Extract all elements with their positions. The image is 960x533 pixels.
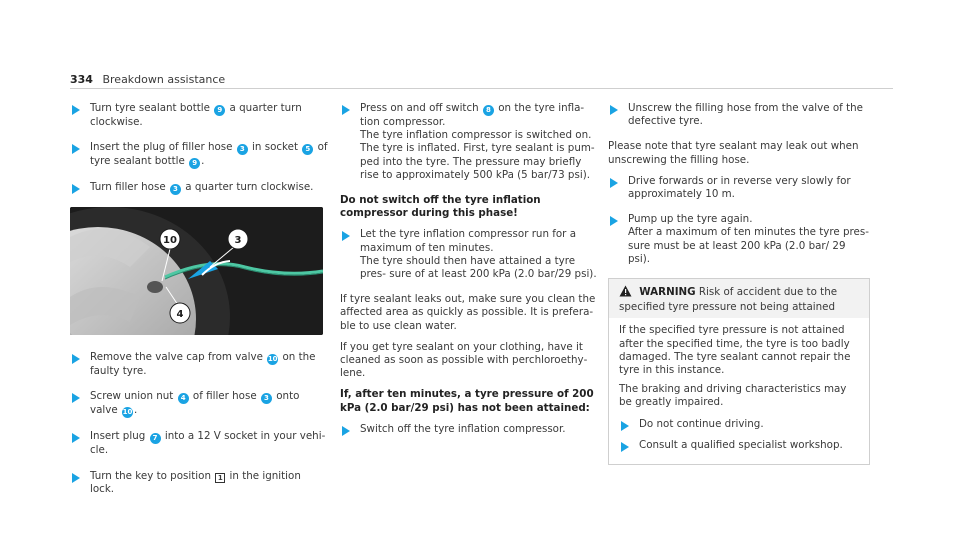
warning-body (609, 318, 869, 464)
callout-badge: 7 (150, 433, 161, 444)
step-text: into a 12 V socket in your vehi‐ cle. (90, 430, 326, 457)
step-text: Drive forwards or in reverse very slowly for approximately 10 m. (628, 174, 851, 201)
warning-header (609, 279, 869, 318)
step-text: on the tyre infla‐ tion compressor. (360, 102, 585, 128)
svg-text:3: 3 (234, 235, 242, 247)
warning-subtitle: Risk of accident due to the specified tyre pressure not being attained (619, 286, 838, 314)
step-text: Press on and off switch (360, 102, 479, 114)
step-arrow-icon (72, 144, 80, 154)
callout-badge: 10 (267, 355, 278, 364)
step-text: Pump up the tyre again. (628, 213, 753, 226)
paragraph: If tyre sealant leaks out, make sure you clean the affected area as quickly as possible. It is prefera‐ ble to use clean water. (340, 293, 596, 332)
step-text: Turn the key to position (90, 469, 211, 482)
step-arrow-icon (621, 421, 629, 431)
step-arrow-icon (610, 178, 618, 188)
tyre-valve-drawing (70, 207, 323, 335)
callout-badge: 10 (122, 408, 133, 417)
callout-4 (170, 303, 190, 323)
step-result: The tyre inflation compressor is switched on. The tyre is inflated. First, tyre sealant is pum‐ ped into the tyre. The pressure may briefly rise to approximately 500 kPa (5 bar/73 psi). (360, 129, 595, 181)
paragraph: If you get tyre sealant on your clothing, have it cleaned as soon as possible with perchloroethy‐ lene. (340, 340, 588, 380)
paragraph: The braking and driving characteristics may be greatly impaired. (619, 383, 847, 409)
step-text: Switch off the tyre inflation compressor. (360, 422, 566, 435)
instruction-step (70, 470, 328, 496)
instruction-step (608, 213, 870, 266)
instruction-step (70, 390, 328, 418)
callout-badge: 5 (302, 144, 313, 155)
step-text: . (133, 404, 138, 417)
step-result: After a maximum of ten minutes the tyre pres‐ sure must be at least 200 kPa (2.0 bar/ 29 psi). (628, 226, 869, 265)
condition-heading: If, after ten minutes, a tyre pressure of 200 kPa (2.0 bar/29 psi) has not been attained: (340, 388, 594, 414)
callout-3 (228, 229, 248, 249)
tyre-valve-illustration (70, 207, 323, 335)
callout-badge: 8 (483, 105, 494, 116)
step-arrow-icon (621, 442, 629, 452)
step-arrow-icon (72, 354, 80, 364)
instruction-step (340, 102, 602, 182)
callout-badge: 4 (178, 393, 189, 404)
caution-heading: Do not switch off the tyre inflation compressor during this phase! (340, 194, 541, 220)
callout-badge: 3 (261, 393, 272, 404)
step-text: onto valve (90, 390, 300, 417)
step-text: Insert plug (90, 430, 146, 443)
callout-badge: 3 (237, 144, 248, 155)
callout-10 (160, 229, 180, 249)
step-text: Turn tyre sealant bottle (90, 102, 210, 114)
step-arrow-icon (342, 105, 350, 115)
step-text: Remove the valve cap from valve (90, 351, 263, 364)
instruction-step (340, 228, 602, 281)
instruction-step (70, 181, 328, 195)
step-arrow-icon (72, 184, 80, 194)
step-arrow-icon (610, 105, 618, 115)
step-text: Turn filler hose (90, 181, 166, 194)
step-result: The tyre should then have attained a tyre pres‐ sure of at least 200 kPa (2.0 bar/29 psi). (360, 254, 597, 281)
step-arrow-icon (72, 393, 80, 403)
svg-text:10: 10 (163, 235, 177, 247)
instruction-step (619, 418, 859, 431)
step-text: . (201, 155, 205, 168)
ignition-position-icon: 1 (215, 473, 225, 483)
step-text: Consult a qualified specialist workshop. (639, 438, 843, 451)
step-text: in socket (252, 141, 299, 154)
step-arrow-icon (342, 426, 350, 436)
step-text: on the faulty tyre. (90, 351, 316, 378)
step-text: Do not continue driving. (639, 417, 764, 430)
instruction-step (340, 423, 602, 436)
instruction-step (608, 102, 870, 128)
callout-badge: 9 (189, 158, 200, 169)
step-arrow-icon (342, 231, 350, 241)
step-text: Let the tyre inflation compressor run for a maximum of ten minutes. (360, 228, 577, 254)
warning-box (608, 278, 870, 465)
instruction-step (70, 141, 328, 169)
step-text: in the ignition lock. (90, 469, 301, 495)
warning-title: WARNING (639, 286, 696, 299)
callout-badge: 9 (214, 105, 225, 116)
step-text: of tyre sealant bottle (90, 141, 328, 168)
page-number: 334 (70, 73, 93, 86)
section-title: Breakdown assistance (102, 73, 226, 86)
step-arrow-icon (610, 216, 618, 226)
column-1 (70, 102, 328, 508)
warning-triangle-icon (619, 285, 632, 301)
step-arrow-icon (72, 473, 80, 483)
step-text: a quarter turn clockwise. (90, 102, 302, 128)
instruction-step (70, 102, 328, 129)
instruction-step (70, 430, 328, 457)
step-text: a quarter turn clockwise. (185, 181, 314, 194)
step-arrow-icon (72, 105, 80, 115)
step-text: Insert the plug of filler hose (90, 141, 233, 154)
instruction-step (608, 175, 870, 201)
callout-badge: 3 (170, 184, 181, 195)
paragraph: If the specified tyre pressure is not attained after the specified time, the tyre is too badly damaged. The tyre sealant cannot repair the tyre in this instance. (619, 324, 851, 377)
column-3 (608, 102, 870, 465)
step-text: Unscrew the filling hose from the valve of the defective tyre. (628, 102, 863, 128)
page-header (70, 73, 225, 86)
paragraph: Please note that tyre sealant may leak out when unscrewing the filling hose. (608, 140, 859, 166)
column-2 (340, 102, 602, 448)
instruction-step (70, 351, 328, 378)
step-arrow-icon (72, 433, 80, 443)
svg-text:4: 4 (176, 309, 184, 321)
header-divider (70, 88, 893, 89)
instruction-step (619, 439, 859, 452)
step-text: Screw union nut (90, 390, 174, 403)
step-text: of filler hose (192, 390, 257, 403)
